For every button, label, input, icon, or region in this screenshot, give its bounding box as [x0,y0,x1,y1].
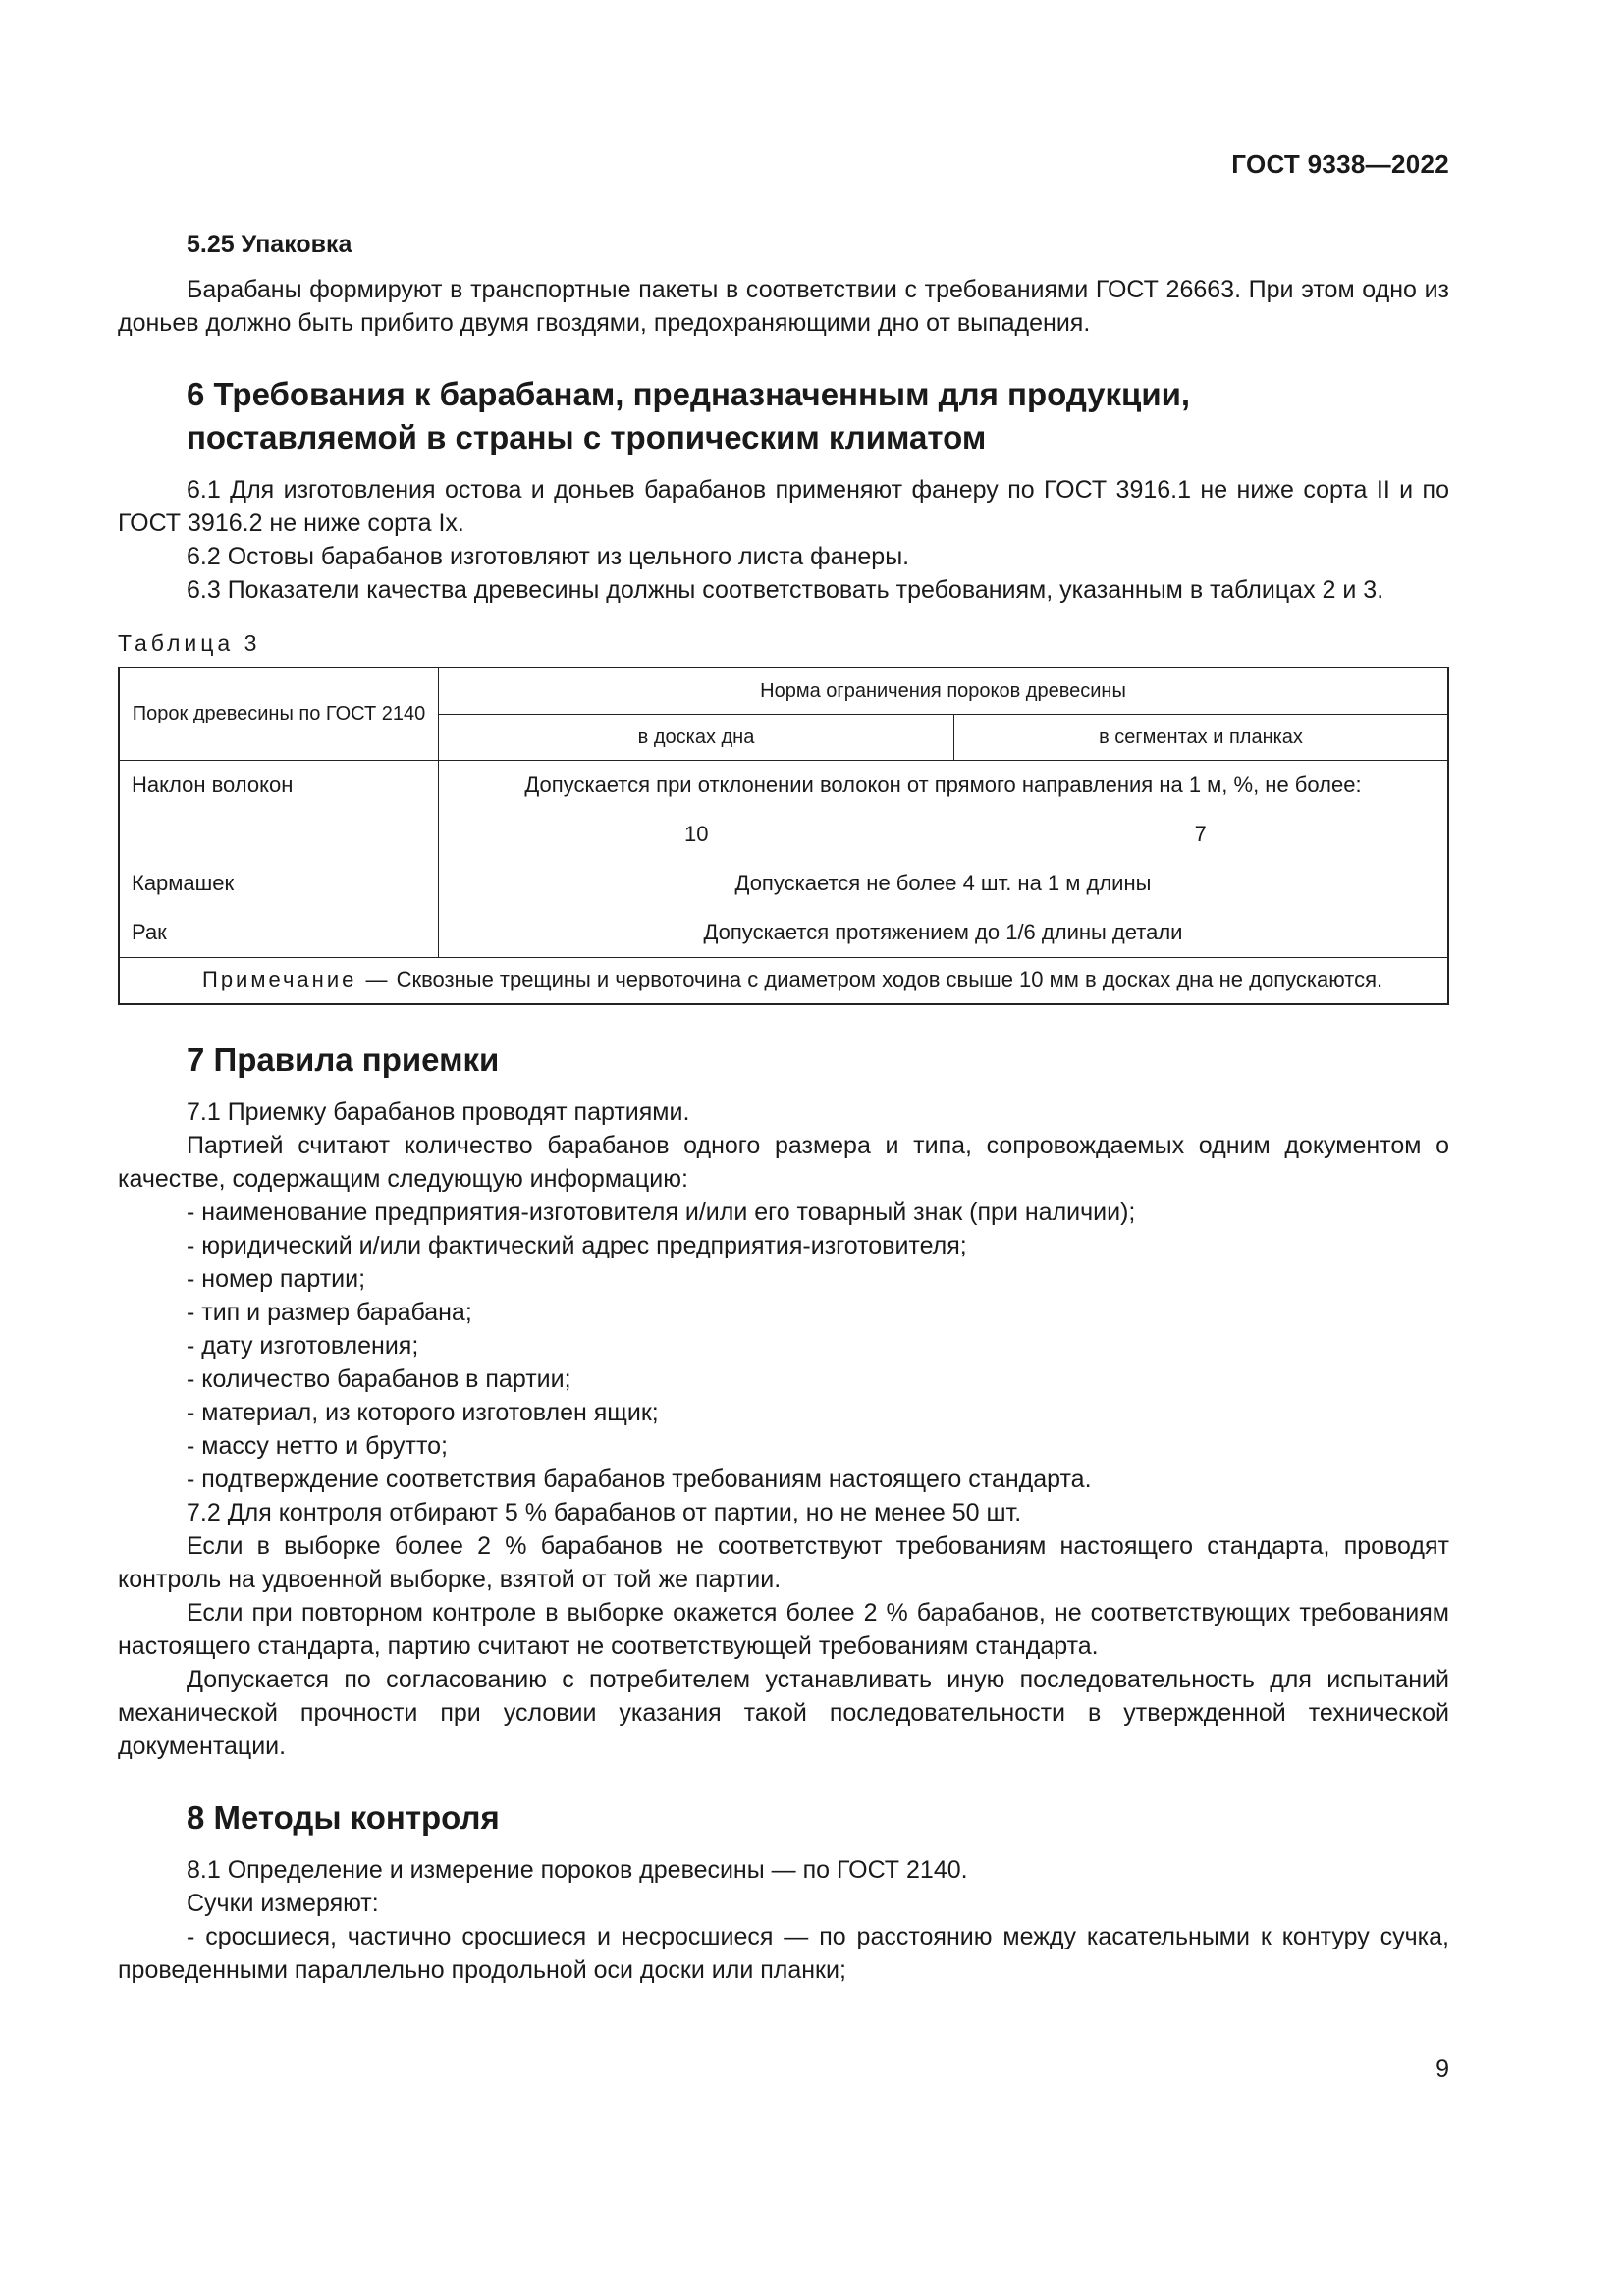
note-text: Сквозные трещины и червоточина с диаметром ходов свыше 10 мм в досках дна не допускаются. [396,967,1383,991]
defect-cell: Кармашек [119,859,439,908]
table-row [119,810,1448,859]
paragraph-8-1-knots: Сучки измеряют: [187,1890,379,1917]
defect-cell [119,810,439,859]
header-bottom-boards: в досках дна [439,715,954,761]
table-3 [118,667,1449,1005]
table-row [119,761,1448,811]
header-segments: в сегментах и планках [954,715,1449,761]
paragraph-6-1: 6.1 Для изготовления остова и доньев барабанов применяют фанеру по ГОСТ 3916.1 не ниже сорта II и по ГОСТ 3916.2 не ниже сорта Ix. [118,476,1449,537]
list-item: - наименование предприятия-изготовителя и/или его товарный знак (при наличии); [187,1199,1136,1226]
table-note [119,958,1448,1005]
paragraph-6-2: 6.2 Остовы барабанов изготовляют из цельного листа фанеры. [187,543,910,570]
header-norm: Норма ограничения пороков древесины [439,667,1449,715]
section-7-title: 7 Правила приемки [187,1041,500,1078]
bottom-value-cell: 10 [439,810,954,859]
list-item: - подтверждение соответствия барабанов требованиям настоящего стандарта. [187,1466,1092,1493]
section-6-title-line-1: 6 Требования к барабанам, предназначенным для продукции, [187,376,1191,412]
note-label: Примечание — [202,967,391,991]
list-item: - тип и размер барабана; [187,1299,472,1326]
paragraph-7-2: 7.2 Для контроля отбирают 5 % барабанов от партии, но не менее 50 шт. [187,1499,1022,1526]
section-6-title [187,373,1449,459]
norm-cell: Допускается при отклонении волокон от прямого направления на 1 м, %, не более: [439,761,1449,811]
paragraph-7-1-batch: Партией считают количество барабанов одного размера и типа, сопровождаемых одним документом о качестве, содержащим следующую информацию: [118,1132,1449,1193]
section-5-25-title: 5.25 Упаковка [187,231,352,258]
list-item: - дату изготовления; [187,1332,419,1360]
page-content [118,228,1449,1987]
norm-cell: Допускается протяжением до 1/6 длины детали [439,908,1449,958]
table-row [119,908,1448,958]
defect-cell: Наклон волокон [119,761,439,811]
segments-value-cell: 7 [954,810,1449,859]
list-item: - номер партии; [187,1265,366,1293]
page-number: 9 [1435,2056,1449,2083]
table-row [119,859,1448,908]
list-item: - количество барабанов в партии; [187,1365,571,1393]
paragraph-7-2-sequence: Допускается по согласованию с потребителем устанавливать иную последовательность для испытаний механической прочности при условии указания такой последовательности в утвержденной технической документации. [118,1666,1449,1760]
norm-cell: Допускается не более 4 шт. на 1 м длины [439,859,1449,908]
paragraph-8-1: 8.1 Определение и измерение пороков древесины — по ГОСТ 2140. [187,1856,968,1884]
section-8-title: 8 Методы контроля [187,1799,500,1836]
paragraph-8-1-knots-grown: - сросшиеся, частично сросшиеся и несросшиеся — по расстоянию между касательными к контуру сучка, проведенными параллельно продольной оси доски или планки; [118,1923,1449,1984]
header-defect: Порок древесины по ГОСТ 2140 [119,667,439,761]
defect-cell: Рак [119,908,439,958]
list-item: - юридический и/или фактический адрес предприятия-изготовителя; [187,1232,967,1259]
list-item: - материал, из которого изготовлен ящик; [187,1399,659,1426]
section-5-25-paragraph: Барабаны формируют в транспортные пакеты в соответствии с требованиями ГОСТ 26663. При этом одно из доньев должно быть прибито двумя гвоздями, предохраняющими дно от выпадения. [118,276,1449,337]
list-item: - массу нетто и брутто; [187,1432,448,1460]
section-6-title-line-2: поставляемой в страны с тропическим климатом [187,419,987,455]
standard-code: ГОСТ 9338—2022 [1231,149,1449,179]
paragraph-6-3: 6.3 Показатели качества древесины должны соответствовать требованиям, указанным в таблицах 2 и 3. [187,576,1384,604]
paragraph-7-2-double-sample: Если в выборке более 2 % барабанов не соответствуют требованиям настоящего стандарта, проводят контроль на удвоенной выборке, взятой от той же партии. [118,1532,1449,1593]
paragraph-7-1: 7.1 Приемку барабанов проводят партиями. [187,1098,690,1126]
paragraph-7-2-repeat-control: Если при повторном контроле в выборке окажется более 2 % барабанов, не соответствующих требованиям настоящего стандарта, партию считают не соответствующей требованиям стандарта. [118,1599,1449,1660]
table-3-caption: Таблица 3 [118,630,261,656]
